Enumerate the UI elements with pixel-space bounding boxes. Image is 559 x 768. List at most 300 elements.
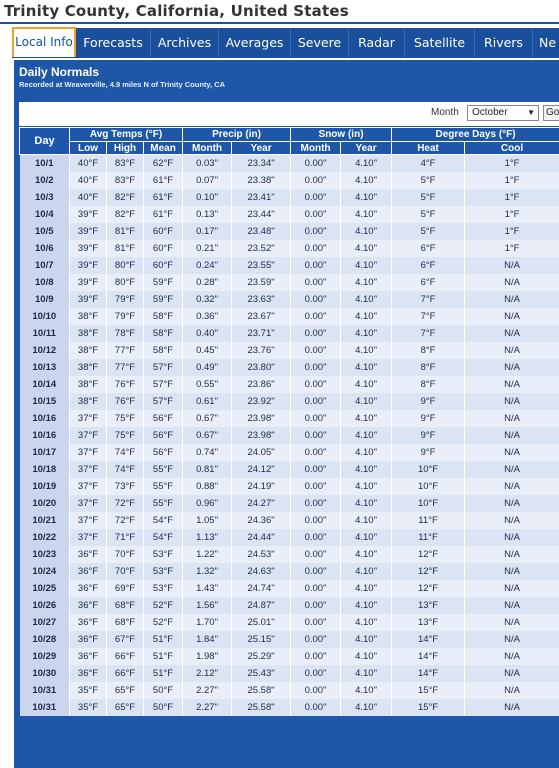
high-cell: 72°F [107, 495, 144, 512]
table-row [20, 325, 559, 342]
page-header [0, 0, 559, 22]
mean-cell: 59°F [144, 274, 183, 291]
cool-cell: N/A [465, 342, 559, 359]
mean-cell: 58°F [144, 325, 183, 342]
high-cell: 80°F [107, 257, 144, 274]
mean-cell: 59°F [144, 291, 183, 308]
low-cell: 38°F [70, 376, 107, 393]
precip-year-cell: 25.15" [232, 631, 291, 648]
snow-month-cell: 0.00" [291, 393, 341, 410]
mean-cell: 61°F [144, 172, 183, 189]
snow-month-cell: 0.00" [291, 461, 341, 478]
day-cell: 10/20 [20, 495, 70, 512]
table-row [20, 580, 559, 597]
low-cell: 37°F [70, 512, 107, 529]
day-cell: 10/14 [20, 376, 70, 393]
precip-month-cell: 0.55" [183, 376, 232, 393]
high-cell: 70°F [107, 563, 144, 580]
table-row [20, 206, 559, 223]
snow-year-cell: 4.10" [341, 682, 392, 699]
heat-cell: 9°F [392, 410, 465, 427]
table-row [20, 597, 559, 614]
table-row [20, 631, 559, 648]
high-cell: 72°F [107, 512, 144, 529]
cool-cell: 1°F [465, 189, 559, 206]
mean-cell: 60°F [144, 240, 183, 257]
snow-month-cell: 0.00" [291, 648, 341, 665]
cool-cell: N/A [465, 631, 559, 648]
precip-month-cell: 1.70" [183, 614, 232, 631]
precip-month-cell: 2.27" [183, 682, 232, 699]
high-cell: 73°F [107, 478, 144, 495]
mean-cell: 56°F [144, 427, 183, 444]
high-cell: 71°F [107, 529, 144, 546]
precip-month-column-header: Month [183, 142, 232, 155]
day-cell: 10/22 [20, 529, 70, 546]
mean-cell: 56°F [144, 410, 183, 427]
precip-year-cell: 23.98" [232, 427, 291, 444]
day-cell: 10/21 [20, 512, 70, 529]
daily-normals-panel [14, 60, 559, 768]
high-cell: 74°F [107, 461, 144, 478]
mean-cell: 52°F [144, 597, 183, 614]
precip-month-cell: 1.56" [183, 597, 232, 614]
cool-cell: N/A [465, 410, 559, 427]
snow-year-cell: 4.10" [341, 461, 392, 478]
table-row [20, 274, 559, 291]
snow-month-cell: 0.00" [291, 512, 341, 529]
snow-month-cell: 0.00" [291, 699, 341, 716]
tab-satellite[interactable]: Satellite [404, 29, 474, 57]
table-row [20, 427, 559, 444]
day-cell: 10/27 [20, 614, 70, 631]
heat-column-header: Heat [392, 142, 465, 155]
avg-temps-header: Avg Temps (°F) [70, 128, 183, 142]
day-cell: 10/8 [20, 274, 70, 291]
day-cell: 10/16 [20, 427, 70, 444]
mean-cell: 50°F [144, 682, 183, 699]
cool-cell: N/A [465, 257, 559, 274]
high-cell: 66°F [107, 648, 144, 665]
snow-year-cell: 4.10" [341, 274, 392, 291]
mean-cell: 55°F [144, 461, 183, 478]
day-cell: 10/31 [20, 682, 70, 699]
table-row [20, 512, 559, 529]
mean-cell: 52°F [144, 614, 183, 631]
high-cell: 76°F [107, 376, 144, 393]
table-row [20, 342, 559, 359]
day-cell: 10/16 [20, 410, 70, 427]
snow-month-cell: 0.00" [291, 223, 341, 240]
heat-cell: 14°F [392, 648, 465, 665]
mean-cell: 51°F [144, 648, 183, 665]
heat-cell: 12°F [392, 563, 465, 580]
snow-month-cell: 0.00" [291, 495, 341, 512]
table-row [20, 529, 559, 546]
mean-cell: 53°F [144, 563, 183, 580]
high-cell: 77°F [107, 359, 144, 376]
snow-month-cell: 0.00" [291, 682, 341, 699]
precip-year-column-header: Year [232, 142, 291, 155]
day-cell: 10/11 [20, 325, 70, 342]
table-row [20, 155, 559, 172]
cool-cell: N/A [465, 563, 559, 580]
cool-cell: N/A [465, 291, 559, 308]
low-cell: 37°F [70, 529, 107, 546]
day-cell: 10/19 [20, 478, 70, 495]
high-cell: 81°F [107, 240, 144, 257]
low-cell: 38°F [70, 359, 107, 376]
table-row [20, 172, 559, 189]
snow-month-cell: 0.00" [291, 257, 341, 274]
low-cell: 39°F [70, 291, 107, 308]
snow-month-cell: 0.00" [291, 291, 341, 308]
precip-year-cell: 25.29" [232, 648, 291, 665]
precip-month-cell: 0.17" [183, 223, 232, 240]
tab-news-partial[interactable]: Ne [532, 29, 559, 57]
cool-cell: N/A [465, 393, 559, 410]
day-cell: 10/3 [20, 189, 70, 206]
heat-cell: 7°F [392, 325, 465, 342]
precip-month-cell: 1.32" [183, 563, 232, 580]
mean-cell: 61°F [144, 189, 183, 206]
day-cell: 10/23 [20, 546, 70, 563]
day-cell: 10/1 [20, 155, 70, 172]
heat-cell: 10°F [392, 478, 465, 495]
precip-year-cell: 23.98" [232, 410, 291, 427]
tab-severe[interactable]: Severe [290, 29, 348, 57]
high-cell: 65°F [107, 682, 144, 699]
low-cell: 36°F [70, 546, 107, 563]
heat-cell: 6°F [392, 240, 465, 257]
low-cell: 39°F [70, 240, 107, 257]
high-cell: 83°F [107, 172, 144, 189]
high-cell: 70°F [107, 546, 144, 563]
snow-year-cell: 4.10" [341, 359, 392, 376]
cool-cell: N/A [465, 580, 559, 597]
table-row [20, 359, 559, 376]
day-cell: 10/6 [20, 240, 70, 257]
precip-month-cell: 0.61" [183, 393, 232, 410]
table-row [20, 478, 559, 495]
mean-cell: 62°F [144, 155, 183, 172]
low-cell: 35°F [70, 682, 107, 699]
heat-cell: 5°F [392, 172, 465, 189]
heat-cell: 11°F [392, 529, 465, 546]
precip-year-cell: 24.12" [232, 461, 291, 478]
precip-year-cell: 24.27" [232, 495, 291, 512]
heat-cell: 7°F [392, 308, 465, 325]
mean-cell: 58°F [144, 308, 183, 325]
heat-cell: 10°F [392, 461, 465, 478]
day-cell: 10/25 [20, 580, 70, 597]
tab-rivers[interactable]: Rivers [474, 29, 532, 57]
high-cell: 76°F [107, 393, 144, 410]
snow-year-cell: 4.10" [341, 376, 392, 393]
cool-cell: N/A [465, 461, 559, 478]
table-row [20, 563, 559, 580]
mean-cell: 58°F [144, 342, 183, 359]
snow-year-cell: 4.10" [341, 427, 392, 444]
precip-month-cell: 0.07" [183, 172, 232, 189]
high-cell: 68°F [107, 597, 144, 614]
snow-year-cell: 4.10" [341, 308, 392, 325]
degree-days-header: Degree Days (°F) [392, 128, 559, 142]
snow-year-cell: 4.10" [341, 495, 392, 512]
precip-year-cell: 23.48" [232, 223, 291, 240]
table-row [20, 189, 559, 206]
mean-column-header: Mean [144, 142, 183, 155]
cool-cell: N/A [465, 427, 559, 444]
high-column-header: High [107, 142, 144, 155]
precip-year-cell: 24.53" [232, 546, 291, 563]
precip-month-cell: 2.27" [183, 699, 232, 716]
cool-cell: N/A [465, 546, 559, 563]
high-cell: 79°F [107, 308, 144, 325]
snow-month-column-header: Month [291, 142, 341, 155]
high-cell: 75°F [107, 410, 144, 427]
precip-month-cell: 0.28" [183, 274, 232, 291]
high-cell: 82°F [107, 206, 144, 223]
precip-year-cell: 23.76" [232, 342, 291, 359]
heat-cell: 6°F [392, 257, 465, 274]
precip-month-cell: 0.13" [183, 206, 232, 223]
snow-year-cell: 4.10" [341, 614, 392, 631]
precip-month-cell: 0.03" [183, 155, 232, 172]
cool-cell: N/A [465, 529, 559, 546]
tab-radar[interactable]: Radar [348, 29, 404, 57]
month-select[interactable] [467, 105, 539, 121]
high-cell: 69°F [107, 580, 144, 597]
precip-year-cell: 23.80" [232, 359, 291, 376]
snow-year-cell: 4.10" [341, 393, 392, 410]
snow-year-cell: 4.10" [341, 206, 392, 223]
precip-month-cell: 0.21" [183, 240, 232, 257]
day-cell: 10/26 [20, 597, 70, 614]
precip-year-cell: 24.63" [232, 563, 291, 580]
high-cell: 82°F [107, 189, 144, 206]
high-cell: 66°F [107, 665, 144, 682]
mean-cell: 53°F [144, 580, 183, 597]
precip-year-cell: 24.05" [232, 444, 291, 461]
snow-month-cell: 0.00" [291, 444, 341, 461]
month-label: Month [431, 107, 459, 118]
low-cell: 38°F [70, 325, 107, 342]
daily-normals-table [19, 127, 559, 716]
cool-cell: 1°F [465, 155, 559, 172]
precip-month-cell: 0.36" [183, 308, 232, 325]
mean-cell: 53°F [144, 546, 183, 563]
precip-month-cell: 0.24" [183, 257, 232, 274]
table-row [20, 648, 559, 665]
precip-month-cell: 1.05" [183, 512, 232, 529]
high-cell: 77°F [107, 342, 144, 359]
low-cell: 38°F [70, 308, 107, 325]
heat-cell: 13°F [392, 614, 465, 631]
cool-cell: N/A [465, 495, 559, 512]
heat-cell: 9°F [392, 393, 465, 410]
low-cell: 40°F [70, 189, 107, 206]
precip-month-cell: 0.96" [183, 495, 232, 512]
precip-header: Precip (in) [183, 128, 291, 142]
tab-averages[interactable]: Averages [218, 29, 290, 57]
precip-month-cell: 0.74" [183, 444, 232, 461]
precip-month-cell: 0.67" [183, 427, 232, 444]
cool-cell: N/A [465, 308, 559, 325]
table-row [20, 376, 559, 393]
precip-month-cell: 0.45" [183, 342, 232, 359]
table-row [20, 308, 559, 325]
cool-cell: N/A [465, 444, 559, 461]
snow-month-cell: 0.00" [291, 206, 341, 223]
cool-cell: 1°F [465, 172, 559, 189]
high-cell: 75°F [107, 427, 144, 444]
cool-cell: N/A [465, 597, 559, 614]
low-column-header: Low [70, 142, 107, 155]
snow-month-cell: 0.00" [291, 614, 341, 631]
precip-month-cell: 1.22" [183, 546, 232, 563]
mean-cell: 57°F [144, 376, 183, 393]
precip-year-cell: 23.67" [232, 308, 291, 325]
snow-year-cell: 4.10" [341, 478, 392, 495]
mean-cell: 51°F [144, 631, 183, 648]
heat-cell: 11°F [392, 512, 465, 529]
snow-month-cell: 0.00" [291, 665, 341, 682]
snow-year-cell: 4.10" [341, 631, 392, 648]
cool-cell: N/A [465, 359, 559, 376]
mean-cell: 55°F [144, 478, 183, 495]
snow-month-cell: 0.00" [291, 155, 341, 172]
low-cell: 39°F [70, 274, 107, 291]
high-cell: 78°F [107, 325, 144, 342]
low-cell: 36°F [70, 580, 107, 597]
low-cell: 39°F [70, 223, 107, 240]
mean-cell: 54°F [144, 512, 183, 529]
precip-year-cell: 23.52" [232, 240, 291, 257]
cool-cell: N/A [465, 478, 559, 495]
precip-month-cell: 1.98" [183, 648, 232, 665]
mean-cell: 57°F [144, 359, 183, 376]
low-cell: 36°F [70, 563, 107, 580]
tab-local-info[interactable]: Local Info [12, 27, 76, 57]
snow-month-cell: 0.00" [291, 563, 341, 580]
snow-month-cell: 0.00" [291, 325, 341, 342]
low-cell: 37°F [70, 427, 107, 444]
snow-month-cell: 0.00" [291, 410, 341, 427]
table-row [20, 614, 559, 631]
precip-year-cell: 23.92" [232, 393, 291, 410]
table-row [20, 495, 559, 512]
snow-month-cell: 0.00" [291, 580, 341, 597]
day-cell: 10/7 [20, 257, 70, 274]
precip-month-cell: 1.13" [183, 529, 232, 546]
cool-cell: 1°F [465, 240, 559, 257]
table-row [20, 291, 559, 308]
precip-year-cell: 24.36" [232, 512, 291, 529]
precip-month-cell: 1.43" [183, 580, 232, 597]
heat-cell: 12°F [392, 580, 465, 597]
day-cell: 10/12 [20, 342, 70, 359]
heat-cell: 8°F [392, 342, 465, 359]
precip-year-cell: 25.58" [232, 699, 291, 716]
precip-year-cell: 24.74" [232, 580, 291, 597]
low-cell: 36°F [70, 665, 107, 682]
cool-cell: N/A [465, 274, 559, 291]
cool-cell: 1°F [465, 223, 559, 240]
low-cell: 40°F [70, 172, 107, 189]
table-row [20, 410, 559, 427]
snow-year-cell: 4.10" [341, 291, 392, 308]
mean-cell: 55°F [144, 495, 183, 512]
cool-cell: N/A [465, 376, 559, 393]
day-cell: 10/17 [20, 444, 70, 461]
low-cell: 40°F [70, 155, 107, 172]
heat-cell: 13°F [392, 597, 465, 614]
table-row [20, 699, 559, 716]
precip-year-cell: 23.44" [232, 206, 291, 223]
page-title: Trinity County, California, United States [4, 2, 349, 20]
precip-year-cell: 24.87" [232, 597, 291, 614]
day-cell: 10/24 [20, 563, 70, 580]
heat-cell: 5°F [392, 189, 465, 206]
heat-cell: 4°F [392, 155, 465, 172]
day-cell: 10/29 [20, 648, 70, 665]
precip-month-cell: 0.32" [183, 291, 232, 308]
low-cell: 35°F [70, 699, 107, 716]
precip-month-cell: 1.84" [183, 631, 232, 648]
month-select-value: October [472, 107, 508, 118]
snow-year-cell: 4.10" [341, 597, 392, 614]
snow-year-cell: 4.10" [341, 512, 392, 529]
day-cell: 10/4 [20, 206, 70, 223]
low-cell: 37°F [70, 444, 107, 461]
table-row [20, 546, 559, 563]
cool-cell: N/A [465, 614, 559, 631]
tab-forecasts[interactable]: Forecasts [83, 35, 143, 50]
snow-header: Snow (in) [291, 128, 392, 142]
snow-year-cell: 4.10" [341, 563, 392, 580]
snow-year-cell: 4.10" [341, 342, 392, 359]
precip-month-cell: 0.10" [183, 189, 232, 206]
snow-month-cell: 0.00" [291, 376, 341, 393]
mean-cell: 57°F [144, 393, 183, 410]
precip-year-cell: 24.44" [232, 529, 291, 546]
day-cell: 10/18 [20, 461, 70, 478]
snow-year-cell: 4.10" [341, 410, 392, 427]
precip-year-cell: 23.38" [232, 172, 291, 189]
snow-month-cell: 0.00" [291, 189, 341, 206]
go-button[interactable]: Go [543, 105, 559, 121]
cool-cell: N/A [465, 682, 559, 699]
cool-cell: N/A [465, 699, 559, 716]
cool-column-header: Cool [465, 142, 559, 155]
low-cell: 37°F [70, 461, 107, 478]
heat-cell: 7°F [392, 291, 465, 308]
snow-month-cell: 0.00" [291, 274, 341, 291]
snow-year-cell: 4.10" [341, 155, 392, 172]
snow-month-cell: 0.00" [291, 427, 341, 444]
heat-cell: 10°F [392, 495, 465, 512]
snow-month-cell: 0.00" [291, 240, 341, 257]
panel-title: Daily Normals [19, 65, 100, 79]
high-cell: 67°F [107, 631, 144, 648]
tab-archives[interactable]: Archives [150, 29, 218, 57]
snow-month-cell: 0.00" [291, 597, 341, 614]
low-cell: 38°F [70, 393, 107, 410]
low-cell: 37°F [70, 495, 107, 512]
heat-cell: 12°F [392, 546, 465, 563]
precip-month-cell: 0.40" [183, 325, 232, 342]
